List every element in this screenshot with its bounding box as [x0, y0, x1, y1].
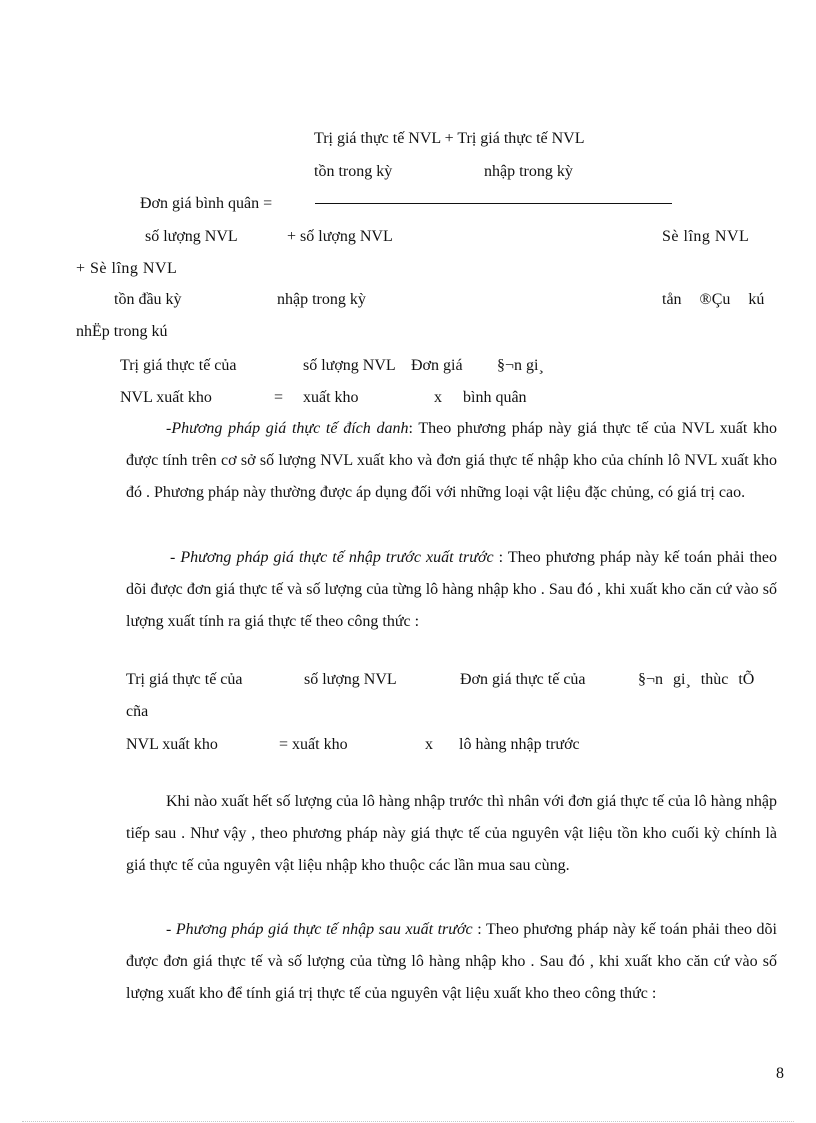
formula1-denominator2-wrap: nhËp trong kú	[76, 323, 168, 340]
formula2-row2-a: NVL xuất kho	[120, 389, 212, 406]
formula3-row1-a: Trị giá thực tế của	[126, 671, 243, 688]
formula3-row1-d: §¬n gi¸ thùc tÕ	[638, 671, 755, 688]
formula1-denominator-wrap: + Sè lîng NVL	[76, 260, 178, 277]
formula3-row2-c: x	[425, 736, 433, 753]
formula1-denominator2-b: nhập trong kỳ	[277, 291, 366, 308]
formula2-row2-e: bình quân	[463, 389, 527, 406]
formula2-row1-c: Đơn giá	[411, 357, 463, 374]
formula1-denominator-a: số lượng NVL	[145, 228, 238, 245]
formula2-row2-d: x	[434, 389, 442, 406]
formula3-row2-d: lô hàng nhập trước	[459, 736, 580, 753]
formula3-row1-wrap: cña	[126, 703, 149, 720]
page-number: 8	[776, 1065, 784, 1082]
paragraph-lifo: - Phương pháp giá thực tế nhập sau xuất trước : Theo phương pháp này kế toán phải theo dõi được đơn giá thực tế và số lượng của từng lô hàng nhập kho . Sau đó , khi xuất kho căn cứ vào số lượng xuất kho để tính giá trị thực tế của nguyên vật liệu xuất kho theo công thức :	[126, 921, 777, 1002]
formula1-denominator2-c: tån ®Çu kú	[662, 291, 765, 308]
formula3-row2-a: NVL xuất kho	[126, 736, 218, 753]
formula1-numerator-line1: Trị giá thực tế NVL + Trị giá thực tế NVL	[314, 130, 585, 147]
method-title: Phương pháp giá thực tế nhập sau xuất trước	[175, 921, 473, 938]
fraction-bar	[315, 203, 672, 204]
formula1-lhs: Đơn giá bình quân =	[140, 195, 273, 212]
formula1-denominator-c: Sè lîng NVL	[662, 228, 750, 245]
formula1-denominator2-a: tồn đầu kỳ	[114, 291, 182, 308]
formula3-row2-b: = xuất kho	[279, 736, 348, 753]
formula2-row1-a: Trị giá thực tế của	[120, 357, 237, 374]
formula3-row1-b: số lượng NVL	[304, 671, 397, 688]
paragraph-fifo-continuation: Khi nào xuất hết số lượng của lô hàng nhập trước thì nhân với đơn giá thực tế của lô hàng nhập tiếp sau . Như vậy , theo phương pháp này giá thực tế của nguyên vật liệu tồn kho cuối kỳ chính là giá thực tế của nguyên vật liệu nhập kho thuộc các lần mua sau cùng.	[126, 793, 777, 874]
method-title: Phương pháp giá thực tế nhập trước xuất trước	[180, 549, 494, 566]
formula2-row1-b: số lượng NVL	[303, 357, 396, 374]
formula1-numerator-received: nhập trong kỳ	[484, 163, 573, 180]
formula2-row2-c: xuất kho	[303, 389, 359, 406]
formula3-row1-c: Đơn giá thực tế của	[460, 671, 586, 688]
method-title: Phương pháp giá thực tế đích danh	[171, 420, 409, 437]
formula2-row2-b: =	[274, 389, 284, 406]
page-bottom-border	[22, 1121, 794, 1122]
paragraph-fifo: - Phương pháp giá thực tế nhập trước xuất trước : Theo phương pháp này kế toán phải theo dõi được đơn giá thực tế và số lượng của từng lô hàng nhập kho . Sau đó , khi xuất kho căn cứ vào số lượng xuất tính ra giá thực tế theo công thức :	[126, 549, 778, 630]
paragraph-specific-identification: -Phương pháp giá thực tế đích danh: Theo phương pháp này giá thực tế của NVL xuất kho được tính trên cơ sở số lượng NVL xuất kho và đơn giá thực tế nhập kho của chính lô NVL xuất kho đó . Phương pháp này thường được áp dụng đối với những loại vật liệu đặc chủng, có giá trị cao.	[126, 420, 777, 501]
formula1-numerator-opening: tồn trong kỳ	[314, 163, 393, 180]
formula1-denominator-b: + số lượng NVL	[287, 228, 393, 245]
formula2-row1-d: §¬n gi¸	[497, 357, 544, 374]
